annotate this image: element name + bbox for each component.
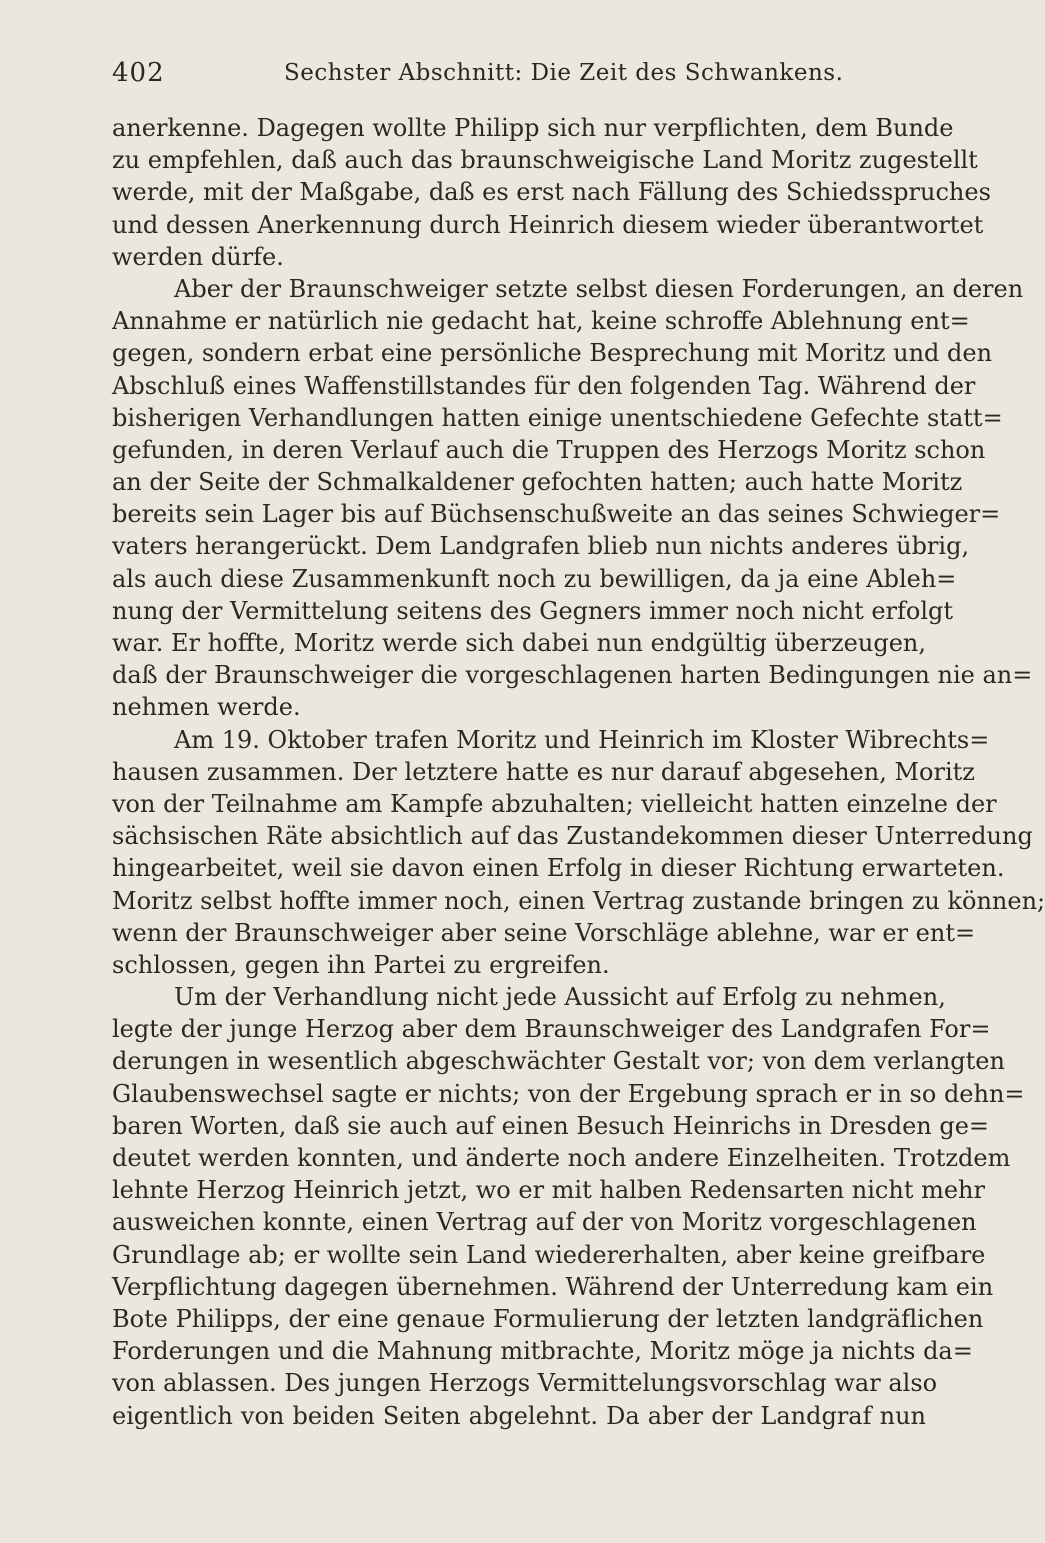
running-title: Sechster Abschnitt: Die Zeit des Schwankens. — [284, 60, 844, 86]
text-line: Aber der Braunschweiger setzte selbst diesen Forderungen, an deren — [174, 274, 1024, 303]
page-number: 402 — [112, 58, 165, 88]
text-line: anerkenne. Dagegen wollte Philipp sich nur verpflichten, dem Bunde — [112, 114, 954, 142]
text-line: hingearbeitet, weil sie davon einen Erfolg in dieser Richtung erwarteten. — [112, 854, 1005, 883]
text-line: werde, mit der Maßgabe, daß es erst nach Fällung des Schiedsspruches — [112, 178, 991, 207]
text-line: Um der Verhandlung nicht jede Aussicht auf Erfolg zu nehmen, — [174, 983, 946, 1012]
text-line: Grundlage ab; er wollte sein Land wiedererhalten, aber keine greifbare — [112, 1240, 986, 1269]
text-line: bereits sein Lager bis auf Büchsenschußweite an das seines Schwieger= — [112, 500, 1001, 529]
text-line: Glaubenswechsel sagte er nichts; von der Ergebung sprach er in so dehn= — [112, 1079, 1025, 1108]
text-line: war. Er hoffte, Moritz werde sich dabei nun endgültig überzeugen, — [112, 629, 926, 657]
text-line: lehnte Herzog Heinrich jetzt, wo er mit halben Redensarten nicht mehr — [112, 1176, 985, 1205]
text-line: Am 19. Oktober trafen Moritz und Heinrich im Kloster Wibrechts= — [174, 725, 990, 754]
text-line: sächsischen Räte absichtlich auf das Zustandekommen dieser Unterredung — [112, 822, 1033, 851]
text-line: daß der Braunschweiger die vorgeschlagenen harten Bedingungen nie an= — [112, 661, 1033, 690]
text-line: schlossen, gegen ihn Partei zu ergreifen. — [112, 950, 610, 979]
running-head — [112, 58, 926, 94]
text-line: Moritz selbst hoffte immer noch, einen Vertrag zustande bringen zu können; — [112, 886, 1045, 915]
text-line: baren Worten, daß sie auch auf einen Besuch Heinrichs in Dresden ge= — [112, 1111, 990, 1140]
text-line: von der Teilnahme am Kampfe abzuhalten; vielleicht hatten einzelne der — [112, 789, 997, 818]
text-line: werden dürfe. — [112, 242, 284, 271]
text-line: Abschluß eines Waffenstillstandes für den folgenden Tag. Während der — [112, 371, 976, 400]
text-line: bisherigen Verhandlungen hatten einige unentschiedene Gefechte statt= — [112, 403, 1003, 432]
text-line: Forderungen und die Mahnung mitbrachte, Moritz möge ja nichts da= — [112, 1337, 973, 1366]
text-line: eigentlich von beiden Seiten abgelehnt. Da aber der Landgraf nun — [112, 1401, 926, 1430]
text-line: deutet werden konnten, und änderte noch andere Einzelheiten. Trotzdem — [112, 1144, 1011, 1172]
text-line: an der Seite der Schmalkaldener gefochten hatten; auch hatte Moritz — [112, 468, 963, 497]
body-text — [112, 112, 1045, 1432]
text-line: Verpflichtung dagegen übernehmen. Während der Unterredung kam ein — [112, 1272, 994, 1301]
text-line: zu empfehlen, daß auch das braunschweigische Land Moritz zugestellt — [112, 146, 978, 175]
text-line: gefunden, in deren Verlauf auch die Truppen des Herzogs Moritz schon — [112, 435, 986, 464]
text-line: und dessen Anerkennung durch Heinrich diesem wieder überantwortet — [112, 210, 984, 239]
text-line: nehmen werde. — [112, 693, 301, 722]
text-line: als auch diese Zusammenkunft noch zu bewilligen, da ja eine Ableh= — [112, 564, 957, 593]
text-line: hausen zusammen. Der letztere hatte es nur darauf abgesehen, Moritz — [112, 757, 975, 786]
text-line: nung der Vermittelung seitens des Gegners immer noch nicht erfolgt — [112, 596, 954, 625]
text-line: Annahme er natürlich nie gedacht hat, keine schroffe Ablehnung ent= — [112, 307, 970, 336]
text-line: wenn der Braunschweiger aber seine Vorschläge ablehne, war er ent= — [112, 918, 976, 947]
text-line: von ablassen. Des jungen Herzogs Vermittelungsvorschlag war also — [112, 1369, 938, 1398]
text-line: Bote Philipps, der eine genaue Formulierung der letzten landgräflichen — [112, 1304, 984, 1333]
text-line: legte der junge Herzog aber dem Braunschweiger des Landgrafen For= — [112, 1015, 991, 1044]
text-line: gegen, sondern erbat eine persönliche Besprechung mit Moritz und den — [112, 339, 993, 368]
text-line: ausweichen konnte, einen Vertrag auf der von Moritz vorgeschlagenen — [112, 1208, 977, 1237]
text-line: derungen in wesentlich abgeschwächter Gestalt vor; von dem verlangten — [112, 1047, 1005, 1076]
text-line: vaters herangerückt. Dem Landgrafen blieb nun nichts anderes übrig, — [112, 532, 970, 561]
